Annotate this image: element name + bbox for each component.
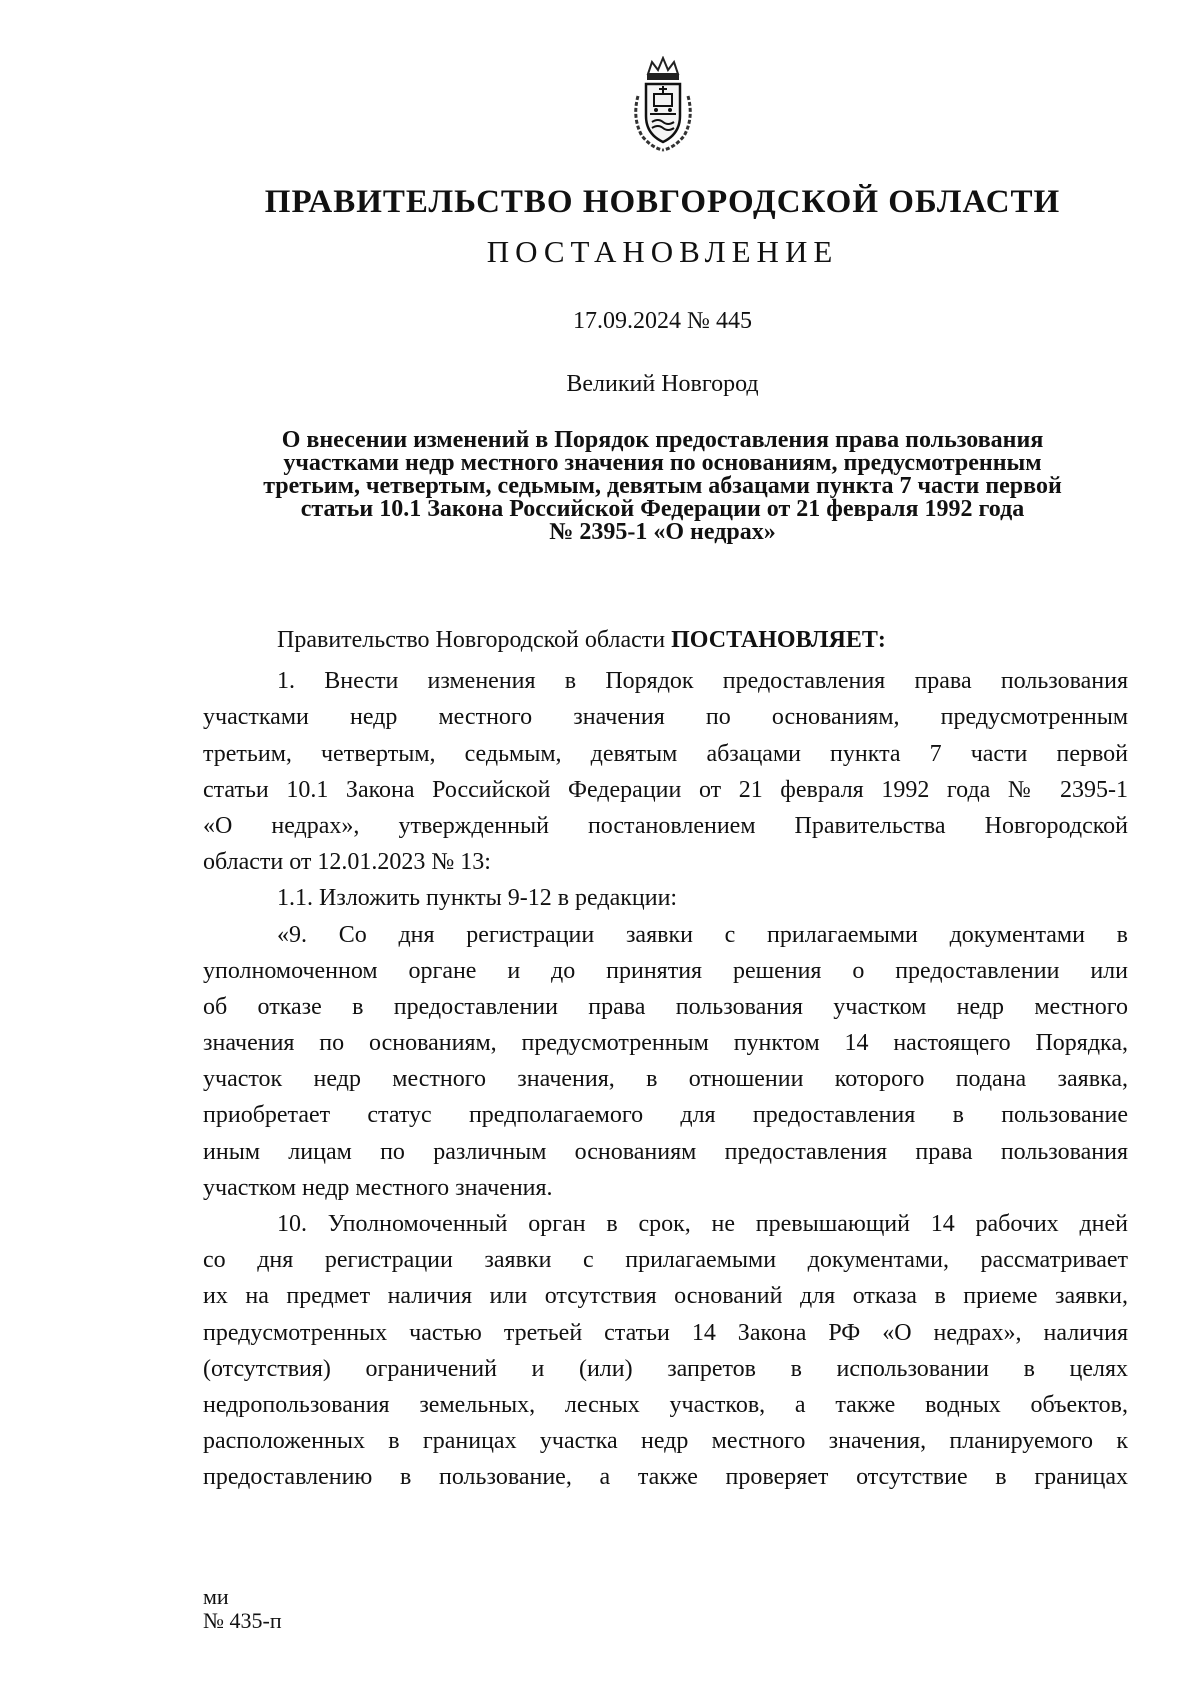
subject-line: статьи 10.1 Закона Российской Федерации от 21 февраля 1992 года bbox=[300, 496, 1025, 522]
body-line: 1. Внести изменения в Порядок предоставления права пользования bbox=[277, 668, 1128, 695]
body-line: 1.1. Изложить пункты 9-12 в редакции: bbox=[277, 885, 678, 912]
footer-code: № 435-п bbox=[203, 1608, 282, 1633]
body-line: предусмотренных частью третьей статьи 14 Закона РФ «О недрах», наличия bbox=[203, 1319, 1128, 1346]
body-line: третьим, четвертым, седьмым, девятым абзацами пункта 7 части первой bbox=[203, 740, 1128, 767]
body-line: об отказе в предоставлении права пользования участком недр местного bbox=[203, 993, 1128, 1020]
body-line: иным лицам по различным основаниям предоставления права пользования bbox=[203, 1138, 1128, 1165]
body-line: (отсутствия) ограничений и (или) запретов в использовании в целях bbox=[203, 1355, 1128, 1382]
organization-title: ПРАВИТЕЛЬСТВО НОВГОРОДСКОЙ ОБЛАСТИ bbox=[264, 184, 1061, 220]
subject-line: О внесении изменений в Порядок предоставления права пользования bbox=[281, 427, 1044, 453]
body-line: со дня регистрации заявки с прилагаемыми документами, рассматривает bbox=[203, 1247, 1128, 1274]
body-line: их на предмет наличия или отсутствия оснований для отказа в приеме заявки, bbox=[203, 1283, 1128, 1310]
intro-paragraph bbox=[203, 622, 1128, 658]
body-line: «9. Со дня регистрации заявки с прилагаемыми документами в bbox=[277, 921, 1128, 948]
body-line: участками недр местного значения по основаниям, предусмотренным bbox=[203, 704, 1128, 731]
document-footer bbox=[203, 1585, 282, 1633]
document-subject bbox=[200, 429, 1125, 544]
body-line: приобретает статус предполагаемого для предоставления в пользование bbox=[203, 1102, 1128, 1129]
body-line: недропользования земельных, лесных участков, а также водных объектов, bbox=[203, 1391, 1128, 1418]
body-line: значения по основаниям, предусмотренным пунктом 14 настоящего Порядка, bbox=[203, 1030, 1128, 1057]
body-line: участок недр местного значения, в отношении которого подана заявка, bbox=[203, 1066, 1128, 1093]
intro-text: Правительство Новгородской области bbox=[277, 627, 672, 653]
subject-line: третьим, четвертым, седьмым, девятым абзацами пункта 7 части первой bbox=[263, 473, 1062, 499]
body-line: статьи 10.1 Закона Российской Федерации от 21 февраля 1992 года № 2395-1 bbox=[203, 776, 1128, 803]
intro-decree-word: ПОСТАНОВЛЯЕТ: bbox=[671, 627, 886, 653]
document-city: Великий Новгород bbox=[566, 371, 759, 397]
subject-line: № 2395-1 «О недрах» bbox=[549, 519, 776, 545]
body-line: предоставлению в пользование, а также проверяет отсутствие в границах bbox=[203, 1464, 1128, 1491]
document-type: ПОСТАНОВЛЕНИЕ bbox=[486, 234, 839, 269]
subject-line: участками недр местного значения по основаниям, предусмотренным bbox=[283, 450, 1042, 476]
body-line: «О недрах», утвержденный постановлением Правительства Новгородской bbox=[203, 812, 1128, 839]
document-body bbox=[203, 622, 1128, 1496]
coat-of-arms-icon bbox=[628, 56, 698, 152]
body-line: 10. Уполномоченный орган в срок, не превышающий 14 рабочих дней bbox=[277, 1211, 1128, 1237]
body-line: уполномоченном органе и до принятия решения о предоставлении или bbox=[203, 957, 1128, 984]
body-line: участком недр местного значения. bbox=[203, 1174, 553, 1201]
body-line: расположенных в границах участка недр местного значения, планируемого к bbox=[203, 1428, 1128, 1455]
body-line: области от 12.01.2023 № 13: bbox=[203, 849, 491, 876]
footer-initials: ми bbox=[203, 1584, 229, 1609]
document-date-number: 17.09.2024 № 445 bbox=[573, 308, 752, 334]
